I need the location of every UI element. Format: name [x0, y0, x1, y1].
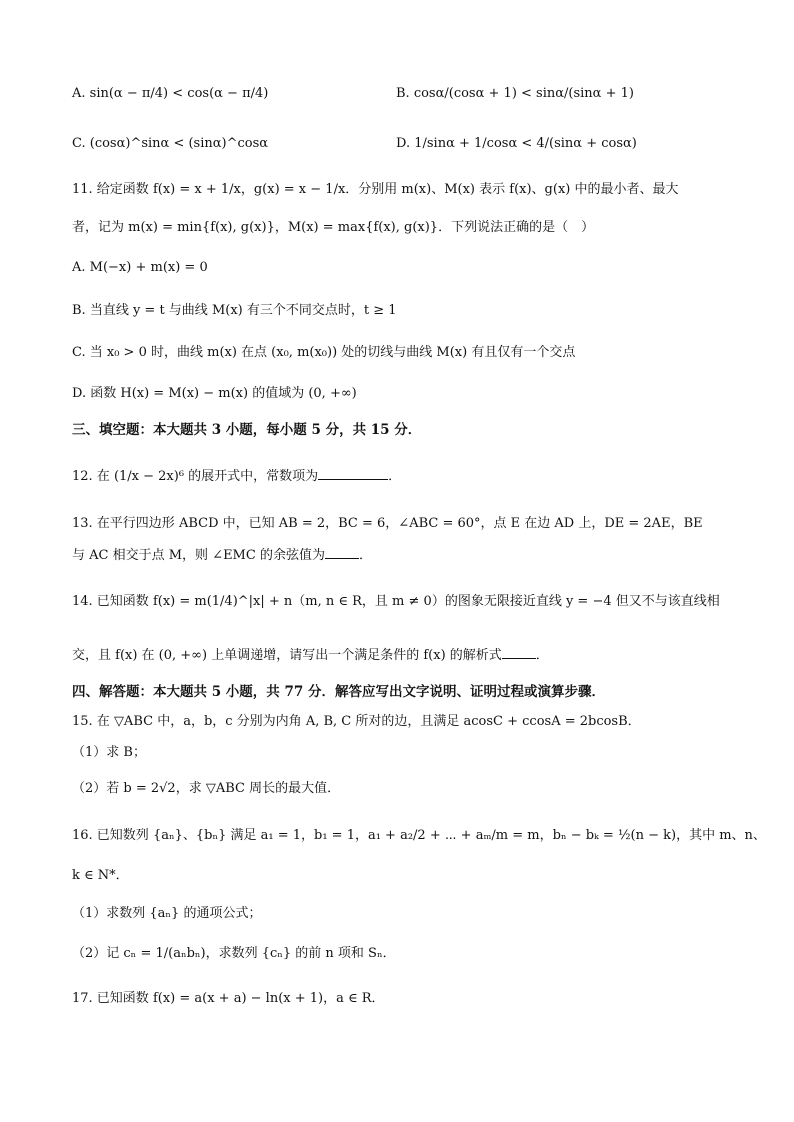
q15-stem: 15. 在 ▽ABC 中，a，b，c 分别为内角 A, B, C 所对的边，且满足 acosC + ccosA = 2bcosB．	[72, 714, 641, 729]
q15-part1: （1）求 B；	[72, 745, 146, 760]
section-4-title: 四、解答题：本大题共 5 小题，共 77 分．解答应写出文字说明、证明过程或演算步骤．	[72, 684, 605, 700]
q12-end: ．	[388, 469, 402, 484]
q14-line1: 14. 已知函数 f(x) = m(1/4)^|x| + n（m, n ∈ R，且 m ≠ 0）的图象无限接近直线 y = −4 但又不与该直线相	[72, 594, 720, 609]
section-3-title: 三、填空题：本大题共 3 小题，每小题 5 分，共 15 分．	[72, 422, 422, 438]
q14-answer-blank[interactable]	[502, 645, 536, 659]
q16-part1: （1）求数列 {aₙ} 的通项公式；	[72, 906, 262, 921]
q11-stem-line1: 11. 给定函数 f(x) = x + 1/x，g(x) = x − 1/x．分别用 m(x)、M(x) 表示 f(x)、g(x) 中的最小者、最大	[72, 182, 679, 197]
q11-option-c: C. 当 x₀ > 0 时，曲线 m(x) 在点 (x₀, m(x₀)) 处的切线与曲线 M(x) 有且仅有一个交点	[72, 345, 576, 360]
q10-option-b: B. cosα/(cosα + 1) < sinα/(sinα + 1)	[396, 86, 634, 101]
q13-end: ．	[358, 548, 372, 563]
q11-option-a: A. M(−x) + m(x) = 0	[72, 260, 208, 275]
q15-part2: （2）若 b = 2√2，求 ▽ABC 周长的最大值．	[72, 781, 341, 796]
q13-line1: 13. 在平行四边形 ABCD 中，已知 AB = 2，BC = 6，∠ABC = 60°，点 E 在边 AD 上，DE = 2AE，BE	[72, 516, 703, 531]
q11-option-d: D. 函数 H(x) = M(x) − m(x) 的值域为 (0, +∞)	[72, 386, 357, 401]
q12-text: 12. 在 (1/x − 2x)⁶ 的展开式中，常数项为	[72, 469, 319, 484]
q14-end: ．	[535, 648, 549, 663]
q14-text: 交，且 f(x) 在 (0, +∞) 上单调递增，请写出一个满足条件的 f(x) 的解析式	[72, 648, 502, 663]
q10-option-c: C. (cosα)^sinα < (sinα)^cosα	[72, 136, 269, 151]
q13-text: 与 AC 相交于点 M，则 ∠EMC 的余弦值为	[72, 548, 325, 563]
q17-stem: 17. 已知函数 f(x) = a(x + a) − ln(x + 1)，a ∈ R．	[72, 991, 385, 1006]
q16-stem-line2: k ∈ N*．	[72, 868, 129, 883]
q13-answer-blank[interactable]	[325, 545, 359, 559]
q12-answer-blank[interactable]	[318, 466, 388, 480]
q16-part2: （2）记 cₙ = 1/(aₙbₙ)，求数列 {cₙ} 的前 n 项和 Sₙ．	[72, 946, 396, 961]
q16-stem-line1: 16. 已知数列 {aₙ}、{bₙ} 满足 a₁ = 1，b₁ = 1，a₁ + a₂/2 + ⋯ + aₘ/m = m，bₙ − bₖ = ½(n − k)，其中 m、n、	[72, 828, 766, 843]
q12-line	[72, 466, 734, 487]
q10-option-a: A. sin(α − π/4) < cos(α − π/4)	[72, 86, 269, 101]
q14-line2	[72, 645, 734, 666]
q10-option-d: D. 1/sinα + 1/cosα < 4/(sinα + cosα)	[396, 136, 637, 151]
q11-stem-line2: 者，记为 m(x) = min{f(x), g(x)}，M(x) = max{f(x), g(x)}．下列说法正确的是（ ）	[72, 220, 595, 235]
q11-option-b: B. 当直线 y = t 与曲线 M(x) 有三个不同交点时，t ≥ 1	[72, 303, 397, 318]
q13-line2	[72, 545, 734, 566]
